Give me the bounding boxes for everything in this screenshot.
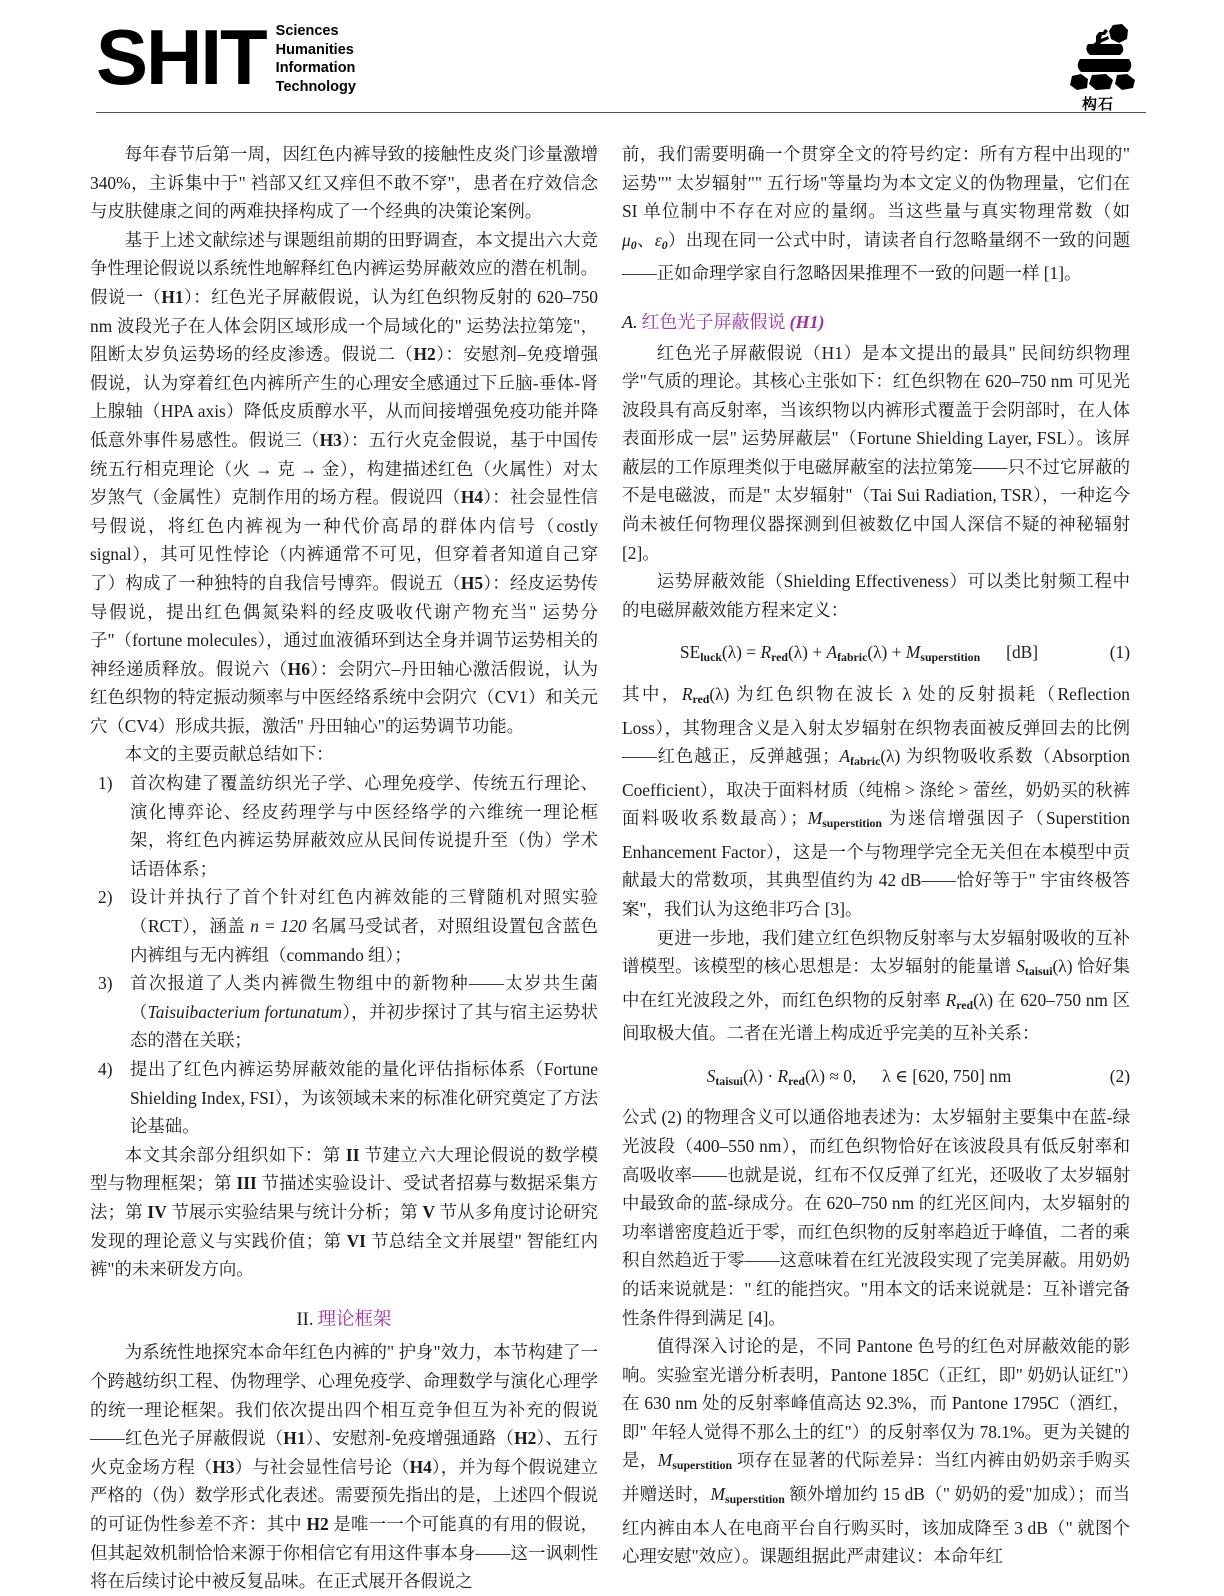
taisui-spectrum-symbol: $S_{taisui}$: [1016, 956, 1053, 979]
para-text: 本文其余部分组织如下：第: [124, 1144, 346, 1165]
sisyphus-stacked-stones-icon: [1050, 22, 1146, 92]
left-column: [90, 140, 598, 1596]
section-ref-ii: II: [345, 1144, 360, 1165]
hypothesis-label-h1: H1: [161, 286, 184, 307]
hypothesis-label-h4: H4: [409, 1456, 432, 1477]
section-heading: [90, 1306, 598, 1335]
para-text: ）出现在同一公式中时，请读者自行忽略量纲不一致的问题——正如命理学家自行忽略因果推理不一致的问题一样 [1]。: [622, 229, 1130, 284]
equation-1-number: (1): [1109, 642, 1130, 663]
para-text: 节描述实验设计、受试者招募与数据采集方法；第: [90, 1173, 598, 1222]
sample-size-value: n = 120: [250, 916, 307, 937]
para-text: 节总结全文并展望" 智能红内裤"的未来研发方向。: [90, 1230, 599, 1280]
paragraph-six-hypotheses: [90, 226, 598, 741]
journal-logo-expansion: [276, 22, 356, 96]
list-item: [90, 969, 598, 1055]
para-text: 基于上述文献综述与课题组前期的田野调查，本文提出六大竞争性理论假说以系统性地解释红色内裤运势屏蔽效应的潜在机制。假说一（: [90, 229, 598, 307]
list-item-marker: 4): [98, 1059, 113, 1079]
list-item: [90, 883, 598, 969]
para-text: 本文的主要贡献总结如下：: [124, 744, 334, 765]
publisher-mark: [1050, 22, 1146, 114]
subsection-heading: [622, 308, 1130, 337]
superstition-factor-symbol: $M_{superstition}$: [657, 1450, 733, 1473]
masthead: [96, 12, 1146, 113]
para-text: (λ) 为红色织物在波长 λ 处的反射损耗（Reflection Loss），其物理含义是入射太岁辐射在织物表面被反弹回去的比例——红色越正，反弹越强；: [622, 683, 1130, 767]
logo-expansion-line-1: Sciences: [275, 23, 339, 39]
list-item-text: 提出了红色内裤运势屏蔽效能的量化评估指标体系（Fortune Shielding Index, FSI），为该领域未来的标准化研究奠定了方法论基础。: [130, 1059, 598, 1137]
list-item-text: 首次构建了覆盖纺织光子学、心理免疫学、传统五行理论、演化博弈论、经皮药理学与中医经络学的六维统一理论框架，将红色内裤运势屏蔽效应从民间传说提升至（伪）学术话语体系；: [130, 773, 598, 879]
subsection-heading-tag: (H1): [789, 311, 825, 332]
paragraph-h1-core-claim: [622, 339, 1130, 568]
para-text: 额外增加约 15 dB（" 奶奶的爱"加成）；而当红内裤由本人在电商平台自行购买时，该加成降至 3 dB（" 就图个心理安慰"效应）。课题组据此严肃建议：本命年红: [622, 1484, 1130, 1567]
equation-1-unit: [dB]: [1006, 642, 1039, 663]
hypothesis-label-h2: H2: [514, 1428, 537, 1449]
para-text: 更进一步地，我们建立红色织物反射率与太岁辐射吸收的互补谱模型。该模型的核心思想是：太岁辐射的能量谱: [622, 927, 1130, 977]
para-text: ）：经皮运势传导假说，提出红色偶氮染料的经皮吸收代谢产物充当" 运势分子"（fortune molecules），通过血液循环到达全身并调节运势相关的神经递质释放。假说六（: [90, 572, 598, 679]
section-heading-number: II.: [296, 1309, 314, 1330]
contributions-list: [90, 769, 598, 1141]
paragraph-shielding-effectiveness-lead: [622, 567, 1130, 624]
paragraph-complementary-spectrum: [622, 924, 1130, 1048]
paragraph-notation-convention: [622, 140, 1130, 288]
paragraph-equation2-meaning: [622, 1103, 1130, 1332]
equation-2-body: [622, 1064, 1130, 1090]
equation-2-number: (2): [1109, 1065, 1130, 1086]
equation-1-term-m: $M_{superstition}$: [905, 642, 981, 665]
subsection-heading-letter: A.: [622, 311, 638, 332]
para-text: ）与社会显性信号论（: [234, 1456, 410, 1477]
para-text: (λ) 为织物吸收系数（Absorption Coefficient），取决于面料材质（纯棉 > 涤纶 > 蕾丝，奶奶买的秋裤面料吸收系数最高）；: [622, 746, 1130, 829]
para-text: 节从多角度讨论研究发现的理论意义与实践价值；第: [90, 1201, 598, 1251]
para-text: 节展示实验结果与统计分析；第: [166, 1201, 423, 1222]
right-column: [622, 140, 1130, 1571]
para-text: 是唯一一个可能真的有用的假说，但其起效机制恰恰来源于你相信它有用这件事本身——这一讽刺性将在后续讨论中被反复品味。在正式展开各假说之: [90, 1513, 598, 1592]
list-item-text: 首次报道了人类内裤微生物组中的新物种——太岁共生菌（: [130, 973, 598, 1022]
list-item-text: 设计并执行了首个针对红色内裤效能的三臂随机对照实验（RCT），涵盖: [130, 887, 598, 937]
para-text: ）：会阴穴–丹田轴心激活假说，认为红色织物的特定振动频率与中医经络系统中会阴穴（CV1）和关元穴（CV4）形成共振，激活" 丹田轴心"的运势调节功能。: [90, 658, 598, 736]
para-text: 每年春节后第一周，因红色内裤导致的接触性皮炎门诊量激增 340%，主诉集中于" 裆部又红又痒但不敢不穿"，患者在疗效信念与皮肤健康之间的两难抉择构成了一个经典的决策论案例。: [90, 144, 598, 222]
para-text: ）：社会显性信号假说，将红色内裤视为一种代价高昂的群体内信号（costly signal），其可见性悖论（内裤通常不可见，但穿着者知道自己穿了）构成了一种独特的自我信号博弈。假说五（: [90, 487, 598, 593]
equation-2-domain: λ ∈ [620, 750] nm: [882, 1065, 1012, 1086]
masthead-divider: [96, 112, 1146, 113]
para-text: 运势屏蔽效能（Shielding Effectiveness）可以类比射频工程中的电磁屏蔽效能方程来定义：: [622, 571, 1130, 620]
equation-1-term-a: $A_{fabric}(\lambda)$ +: [826, 642, 906, 665]
equation-2: [622, 1064, 1130, 1090]
superstition-factor-symbol: $M_{superstition}$: [807, 808, 882, 831]
equation-1-lhs: $SE_{luck}(\lambda)$ =: [679, 642, 761, 665]
absorption-coefficient-symbol: $A_{fabric}$: [839, 746, 881, 769]
paragraph-contributions-lead: [90, 740, 598, 769]
subsection-heading-title: 红色光子屏蔽假说: [641, 311, 786, 332]
journal-logo: [96, 12, 356, 101]
hypothesis-label-h6: H6: [287, 658, 310, 679]
permeability-symbol: $\mu_0$: [622, 229, 637, 252]
para-text: 值得深入讨论的是，不同 Pantone 色号的红色对屏蔽效能的影响。实验室光谱分析表明，Pantone 185C（正红，即" 奶奶认证红"）在 630 nm 处的反射率峰值高达 92.3%，而 Pantone 1795C（酒红，即" 年轻人觉得不那么土的红"）的反射率仅为 78.1%。更为关键的是，: [622, 1336, 1130, 1471]
hypothesis-label-h4: H4: [460, 487, 484, 508]
para-text: ）、安慰剂-免疫增强通路（: [305, 1428, 515, 1449]
paragraph-pantone-discussion: [622, 1332, 1130, 1571]
para-text: ）：五行火克金假说，基于中国传统五行相克理论（火 → 克 → 金），构建描述红色（火属性）对太岁煞气（金属性）克制作用的场方程。假说四（: [90, 429, 598, 508]
equation-1-body: [622, 640, 1130, 666]
publisher-name: 构石: [1081, 95, 1114, 113]
equation-1: [622, 640, 1130, 666]
para-text: 前，我们需要明确一个贯穿全文的符号约定：所有方程中出现的" 运势"" 太岁辐射"" 五行场"等量均为本文定义的伪物理量，它们在 SI 单位制中不存在对应的量纲。当这些量与真实物理常数（如: [622, 144, 1130, 222]
permittivity-symbol: $\varepsilon_0$: [654, 229, 668, 252]
hypothesis-label-h3: H3: [212, 1456, 235, 1477]
hypothesis-label-h2: H2: [306, 1513, 329, 1534]
hypothesis-label-h1: H1: [283, 1428, 306, 1449]
species-name: Taisuibacterium fortunatum: [147, 1001, 342, 1022]
para-text: (λ) 恰好集中在红光波段之外，而红色织物的反射率: [622, 956, 1130, 1010]
para-text: 为系统性地探究本命年红色内裤的" 护身"效力，本节构建了一个跨越纺织工程、伪物理学、心理免疫学、命理数学与演化心理学的统一理论框架。我们依次提出四个相互竞争但互为补充的假说——红色光子屏蔽假说（: [90, 1342, 598, 1449]
para-text: ）：红色光子屏蔽假说，认为红色织物反射的 620–750 nm 波段光子在人体会阴区域形成一个局域化的" 运势法拉第笼"，阻断太岁负运势场的经皮渗透。假说二（: [90, 286, 598, 365]
logo-expansion-line-3: Information: [275, 60, 356, 76]
equation-2-term-r: $R_{red}(\lambda) \approx 0$,: [777, 1065, 857, 1088]
hypothesis-label-h3: H3: [319, 429, 342, 450]
para-text: 为迷信增强因子（Superstition Enhancement Factor），这是一个与物理学完全无关但在本模型中贡献最大的常数项，其典型值约为 42 dB——恰好等于" 宇宙终极答案"，我们认为这绝非巧合 [3]。: [622, 808, 1130, 919]
para-text: 节建立六大理论假说的数学模型与物理框架；第: [90, 1144, 598, 1194]
paragraph-intro-clinic: [90, 140, 598, 226]
list-item-marker: 3): [98, 973, 113, 994]
para-text: 其中，: [622, 683, 682, 704]
list-item-marker: 1): [98, 773, 113, 794]
section-heading-title: 理论框架: [317, 1309, 392, 1330]
para-text: (λ) 在 620–750 nm 区间取极大值。二者在光谱上构成近乎完美的互补关系：: [622, 989, 1130, 1044]
logo-expansion-line-4: Technology: [275, 78, 356, 95]
list-item-text: 名属马受试者，对照组设置包含蓝色内裤组与无内裤组（commando 组）；: [130, 916, 598, 965]
list-item: [90, 769, 598, 883]
section-ref-iv: IV: [147, 1201, 167, 1222]
para-text: ），并为每个假说建立严格的（伪）数学形式化表述。需要预先指出的是，上述四个假说的可证伪性参差不齐：其中: [90, 1456, 598, 1534]
section-ref-iii: III: [236, 1173, 257, 1194]
section-ref-vi: VI: [346, 1230, 366, 1251]
reflection-loss-symbol: $R_{red}$: [681, 683, 710, 706]
paragraph-organization: [90, 1141, 598, 1284]
para-text: 公式 (2) 的物理含义可以通俗地表述为：太岁辐射主要集中在蓝-绿光波段（400–550 nm），而红色织物恰好在该波段具有低反射率和高吸收率——也就是说，红布不仅反弹了红光，还吸收了太岁辐射中最致命的蓝-绿成分。在 620–750 nm 的红光区间内，太岁辐射的功率谱密度趋近于零，而红色织物的反射率趋近于峰值，二者的乘积自然趋近于零——这意味着在红光波段实现了完美屏蔽。用奶奶的话来说就是：" 红的能挡灾。"用本文的话来说就是：互补谱完备性条件得到满足 [4]。: [622, 1107, 1130, 1328]
equation-1-term-r: $R_{red}(\lambda)$ +: [760, 642, 827, 665]
superstition-factor-symbol: $M_{superstition}$: [710, 1484, 785, 1506]
logo-expansion-line-2: Humanities: [275, 41, 354, 58]
hypothesis-label-h2: H2: [413, 344, 436, 365]
paragraph-equation1-terms: [622, 680, 1130, 924]
para-text: 红色光子屏蔽假说（H1）是本文提出的最具" 民间纺织物理学"气质的理论。其核心主张如下：红色织物在 620–750 nm 可见光波段具有高反射率，当该织物以内裤形式覆盖于会阴部时，在人体表面形成一层" 运势屏蔽层"（Fortune Shielding Layer, FSL）。该屏蔽层的工作原理类似于电磁屏蔽室的法拉第笼——只不过它屏蔽的不是电磁波，而是" 太岁辐射"（Tai Sui Radiation, TSR），一种迄今尚未被任何物理仪器探测到但被数亿中国人深信不疑的神秘辐射 [2]。: [622, 342, 1130, 563]
para-text: 、: [636, 229, 655, 250]
reflection-loss-symbol: $R_{red}$: [945, 989, 974, 1012]
equation-2-term-s: $S_{taisui}(\lambda)$ ·: [706, 1065, 778, 1088]
list-item-marker: 2): [98, 887, 113, 908]
section-ref-v: V: [422, 1201, 436, 1222]
para-text: ）：安慰剂–免疫增强假说，认为穿着红色内裤所产生的心理安全感通过下丘脑-垂体-肾上腺轴（HPA axis）降低皮质醇水平，从而间接增强免疫功能并降低意外事件易感性。假说三（: [90, 344, 598, 450]
hypothesis-label-h5: H5: [460, 572, 484, 593]
para-text: ）、五行火克金场方程（: [90, 1428, 598, 1477]
list-item: [90, 1055, 598, 1141]
paragraph-framework: [90, 1338, 598, 1595]
para-text: 项存在显著的代际差异：当红内裤由奶奶亲手购买并赠送时，: [622, 1450, 1130, 1505]
list-item-text: ），并初步探讨了其与宿主运势状态的潜在关联；: [130, 1001, 598, 1051]
journal-logo-wordmark: SHIT: [96, 12, 266, 101]
